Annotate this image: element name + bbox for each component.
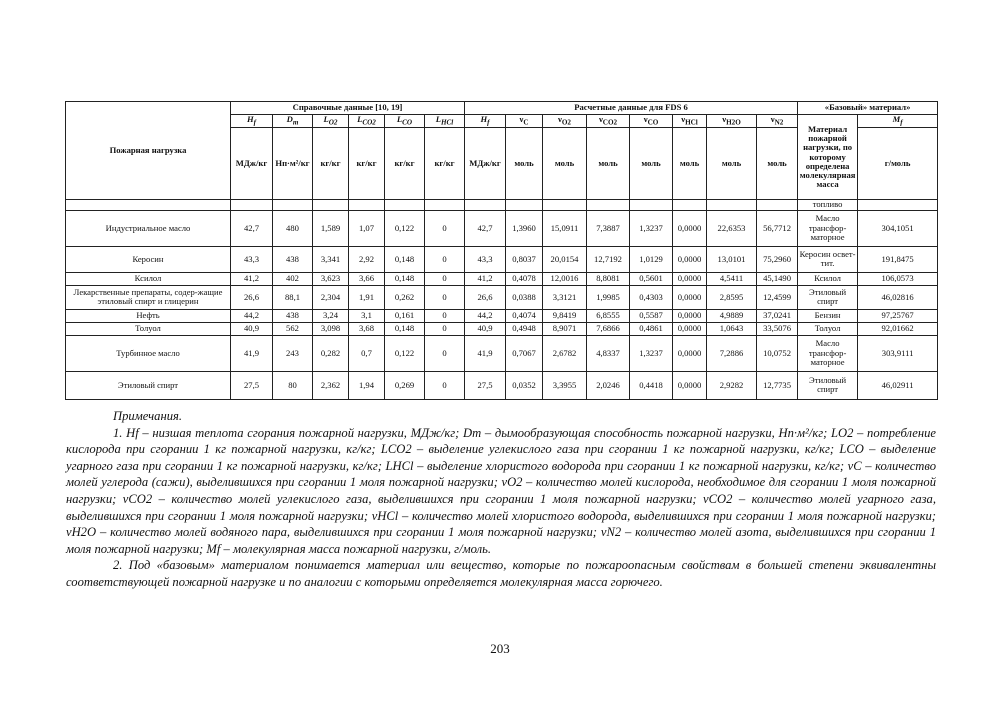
table-cell: 43,3 (465, 246, 506, 272)
base-material-cell: Бензин (798, 309, 858, 322)
table-cell: 4,8337 (587, 335, 630, 371)
fire-load-name: Турбинное масло (66, 335, 231, 371)
fds-symbol: $\nu_{HCl}$ (673, 115, 707, 128)
table-cell: 37,0241 (757, 309, 798, 322)
table-row (66, 285, 938, 309)
table-cell: 1,3237 (630, 210, 673, 246)
table-cell: 43,3 (231, 246, 273, 272)
base-material-cell: Этиловый спирт (798, 371, 858, 399)
ref-unit: МДж/кг (231, 128, 273, 200)
table-cell: 0,161 (385, 309, 425, 322)
fds-unit: моль (587, 128, 630, 200)
header-fire-load: Пожарная нагрузка (66, 102, 231, 200)
table-cell: 33,5076 (757, 322, 798, 335)
table-cell: 42,7 (231, 210, 273, 246)
table-cell: 0,0000 (673, 335, 707, 371)
ref-unit: Нп·м²/кг (273, 128, 313, 200)
fire-load-table (65, 101, 938, 400)
table-cell: 12,7735 (757, 371, 798, 399)
table-cell: 402 (273, 272, 313, 285)
table-cell: 15,0911 (543, 210, 587, 246)
table-cell: 3,68 (349, 322, 385, 335)
table-cell: 0 (425, 335, 465, 371)
table-cell: 41,2 (465, 272, 506, 285)
table-cell: 0,5587 (630, 309, 673, 322)
molar-mass-cell: 97,25767 (858, 309, 938, 322)
fds-symbol: $\nu_{O2}$ (543, 115, 587, 128)
table-cell: 7,3887 (587, 210, 630, 246)
table-cell: 2,8595 (707, 285, 757, 309)
table-cell: 1,3237 (630, 335, 673, 371)
fds-symbol: $\nu_{CO}$ (630, 115, 673, 128)
table-cell: 3,623 (313, 272, 349, 285)
base-material-cell: Масло трансфор-маторное (798, 210, 858, 246)
table-cell: 0,7067 (506, 335, 543, 371)
table-cell: 0 (425, 371, 465, 399)
fire-load-name: Лекарственные препараты, содер-жащие этиловый спирт и глицерин (66, 285, 231, 309)
base-material-cell: Толуол (798, 322, 858, 335)
ref-unit: кг/кг (349, 128, 385, 200)
fds-unit: моль (630, 128, 673, 200)
table-cell: 0,0000 (673, 309, 707, 322)
header-fds-group: Расчетные данные для FDS 6 (465, 102, 798, 115)
table-cell: 0,0000 (673, 285, 707, 309)
table-cell: 3,24 (313, 309, 349, 322)
fds-unit: моль (543, 128, 587, 200)
fds-symbol: $\nu_{H2O}$ (707, 115, 757, 128)
fire-load-name: Индустриальное масло (66, 210, 231, 246)
table-cell: 13,0101 (707, 246, 757, 272)
fire-load-name: Толуол (66, 322, 231, 335)
ref-unit: кг/кг (425, 128, 465, 200)
table-cell: 10,0752 (757, 335, 798, 371)
ref-unit: кг/кг (385, 128, 425, 200)
table-cell: 243 (273, 335, 313, 371)
table-cell: 0,282 (313, 335, 349, 371)
note-2: 2. Под «базовым» материалом понимается материал или вещество, которые по пожароопасным свойствам в большей степени эквивалентны соответствующей пожарной нагрузке и по аналогии с которыми определяется молекулярная масса горючего. (66, 558, 936, 589)
fds-unit: моль (673, 128, 707, 200)
table-cell: 4,9889 (707, 309, 757, 322)
table-row (66, 246, 938, 272)
table-cell: 3,341 (313, 246, 349, 272)
table-cell: 44,2 (465, 309, 506, 322)
table-cell: 1,0129 (630, 246, 673, 272)
table-cell: 0,122 (385, 335, 425, 371)
table-cell: 3,66 (349, 272, 385, 285)
fire-load-name: Нефть (66, 309, 231, 322)
table-cell: 7,2886 (707, 335, 757, 371)
fds-symbol: $\nu_C$ (506, 115, 543, 128)
table-cell: 2,0246 (587, 371, 630, 399)
fire-load-name: Этиловый спирт (66, 371, 231, 399)
table-cell: 4,5411 (707, 272, 757, 285)
ref-symbol: $D_m$ (273, 115, 313, 128)
table-cell: 3,098 (313, 322, 349, 335)
ref-symbol: $L_{O2}$ (313, 115, 349, 128)
ref-symbol: $L_{CO}$ (385, 115, 425, 128)
table-cell: 27,5 (231, 371, 273, 399)
table-cell: 1,9985 (587, 285, 630, 309)
table-cell: 3,3955 (543, 371, 587, 399)
table-cell: 0,4074 (506, 309, 543, 322)
table-cell: 0,148 (385, 272, 425, 285)
molar-mass-cell: 304,1051 (858, 210, 938, 246)
table-cell: 0,4078 (506, 272, 543, 285)
table-cell: 0,5601 (630, 272, 673, 285)
base-mass-symbol: $M_f$ (858, 115, 938, 128)
table-row (66, 309, 938, 322)
molar-mass-cell: 92,01662 (858, 322, 938, 335)
table-cell: 0 (425, 210, 465, 246)
table-cell: 2,9282 (707, 371, 757, 399)
table-cell: 0,148 (385, 246, 425, 272)
table-cell: 1,91 (349, 285, 385, 309)
table-cell: 40,9 (465, 322, 506, 335)
table-cell: 1,3960 (506, 210, 543, 246)
molar-mass-cell: 303,9111 (858, 335, 938, 371)
table-cell: 0,4948 (506, 322, 543, 335)
table-cell: 438 (273, 246, 313, 272)
table-cell: 0,262 (385, 285, 425, 309)
fds-symbol: $\nu_{CO2}$ (587, 115, 630, 128)
table-cell: 41,2 (231, 272, 273, 285)
fds-unit: моль (707, 128, 757, 200)
table-cell: 1,0643 (707, 322, 757, 335)
table-cell: 0,0388 (506, 285, 543, 309)
table-cell: 3,3121 (543, 285, 587, 309)
table-cell: 0,8037 (506, 246, 543, 272)
table-cell: 2,92 (349, 246, 385, 272)
base-mass-unit: г/моль (858, 128, 938, 200)
table-cell: 480 (273, 210, 313, 246)
table-row (66, 272, 938, 285)
table-cell: 0,4861 (630, 322, 673, 335)
table-cell: 9,8419 (543, 309, 587, 322)
table-cell: 0,7 (349, 335, 385, 371)
table-cell: 0,0000 (673, 371, 707, 399)
table-cell: 0 (425, 246, 465, 272)
table-cell: 0 (425, 309, 465, 322)
fuel-label: топливо (798, 200, 858, 210)
table-cell: 20,0154 (543, 246, 587, 272)
header-base-material: Материал пожарной нагрузки, по которому определена молекулярная масса (798, 115, 858, 200)
ref-symbol: $L_{HCl}$ (425, 115, 465, 128)
fire-load-name: Ксилол (66, 272, 231, 285)
header-base-group: «Базовый» материал» (798, 102, 938, 115)
fds-symbol: $H_f$ (465, 115, 506, 128)
table-cell: 1,589 (313, 210, 349, 246)
table-cell: 27,5 (465, 371, 506, 399)
table-cell: 1,07 (349, 210, 385, 246)
table-cell: 0,0000 (673, 272, 707, 285)
notes-title: Примечания. (113, 409, 183, 423)
header-reference-group: Справочные данные [10, 19] (231, 102, 465, 115)
table-cell: 438 (273, 309, 313, 322)
table-row (66, 210, 938, 246)
table-cell: 56,7712 (757, 210, 798, 246)
notes-block (66, 408, 936, 591)
table-cell: 88,1 (273, 285, 313, 309)
table-cell: 6,8555 (587, 309, 630, 322)
table-cell: 75,2960 (757, 246, 798, 272)
table-cell: 12,0016 (543, 272, 587, 285)
table-cell: 2,6782 (543, 335, 587, 371)
table-cell: 0,148 (385, 322, 425, 335)
page-number: 203 (490, 641, 510, 656)
table-row (66, 371, 938, 399)
table-cell: 22,6353 (707, 210, 757, 246)
table-cell: 0 (425, 285, 465, 309)
table-cell: 0,4418 (630, 371, 673, 399)
table-cell: 8,9071 (543, 322, 587, 335)
molar-mass-cell: 46,02816 (858, 285, 938, 309)
table-cell: 7,6866 (587, 322, 630, 335)
ref-unit: кг/кг (313, 128, 349, 200)
molar-mass-cell: 191,8475 (858, 246, 938, 272)
table-cell: 26,6 (231, 285, 273, 309)
base-material-cell: Этиловый спирт (798, 285, 858, 309)
molar-mass-cell: 106,0573 (858, 272, 938, 285)
table-row (66, 322, 938, 335)
table-cell: 42,7 (465, 210, 506, 246)
table-cell: 44,2 (231, 309, 273, 322)
fire-load-name: Керосин (66, 246, 231, 272)
table-row (66, 335, 938, 371)
table-cell: 562 (273, 322, 313, 335)
table-cell: 0,0000 (673, 210, 707, 246)
base-material-cell: Ксилол (798, 272, 858, 285)
table-cell: 26,6 (465, 285, 506, 309)
ref-symbol: $H_f$ (231, 115, 273, 128)
fds-unit: моль (757, 128, 798, 200)
table-cell: 0,0000 (673, 246, 707, 272)
table-cell: 12,4599 (757, 285, 798, 309)
base-material-cell: Масло трансфор-маторное (798, 335, 858, 371)
table-cell: 0 (425, 272, 465, 285)
fds-unit: МДж/кг (465, 128, 506, 200)
table-cell: 41,9 (465, 335, 506, 371)
table-cell: 80 (273, 371, 313, 399)
table-cell: 1,94 (349, 371, 385, 399)
note-1: 1. Hf – низшая теплота сгорания пожарной нагрузки, МДж/кг; Dm – дымообразующая способность пожарной нагрузки, Нп·м²/кг; LO2 – потребление кислорода при сгорании 1 кг пожарной нагрузки, кг/кг; LCO2 – выделение углекислого газа при сгорании 1 кг пожарной нагрузки, кг/кг; LCO – выделение угарного газа при сгорании 1 кг пожарной нагрузки, кг/кг; LHCl – выделение хлористого водорода при сгорании 1 кг пожарной нагрузки, кг/кг; νC – количество молей углерода (сажи), выделившихся при сгорании 1 моля пожарной нагрузки; νO2 – количество молей кислорода, необходимое для сгорании 1 моля пожарной нагрузки; νCO2 – количество молей углекислого газа, выделившихся при сгорании 1 моля пожарной нагрузки; νCO2 – количество молей угарного газа, выделившихся при сгорании 1 моля пожарной нагрузки; νHCl – количество молей хлористого водорода, выделившихся при сгорании 1 моля пожарной нагрузки; νH2O – количество молей водяного пара, выделившихся при сгорании 1 моля пожарной нагрузки; νN2 – количество молей азота, выделившихся при сгорании 1 моля пожарной нагрузки; Mf – молекулярная масса пожарной нагрузки, г/моль. (66, 425, 936, 556)
table-cell: 0,122 (385, 210, 425, 246)
table-cell: 0 (425, 322, 465, 335)
table-body (66, 200, 938, 399)
ref-symbol: $L_{CO2}$ (349, 115, 385, 128)
table-cell: 40,9 (231, 322, 273, 335)
table-cell: 41,9 (231, 335, 273, 371)
fds-symbol: $\nu_{N2}$ (757, 115, 798, 128)
molar-mass-cell: 46,02911 (858, 371, 938, 399)
table-cell: 0,269 (385, 371, 425, 399)
table-cell: 0,4303 (630, 285, 673, 309)
table-cell: 12,7192 (587, 246, 630, 272)
fds-unit: моль (506, 128, 543, 200)
table-cell: 3,1 (349, 309, 385, 322)
table-cell: 8,8081 (587, 272, 630, 285)
base-material-cell: Керосин освет-тит. (798, 246, 858, 272)
table-cell: 2,304 (313, 285, 349, 309)
table-cell: 0,0352 (506, 371, 543, 399)
table-cell: 2,362 (313, 371, 349, 399)
table-cell: 45,1490 (757, 272, 798, 285)
table-cell: 0,0000 (673, 322, 707, 335)
